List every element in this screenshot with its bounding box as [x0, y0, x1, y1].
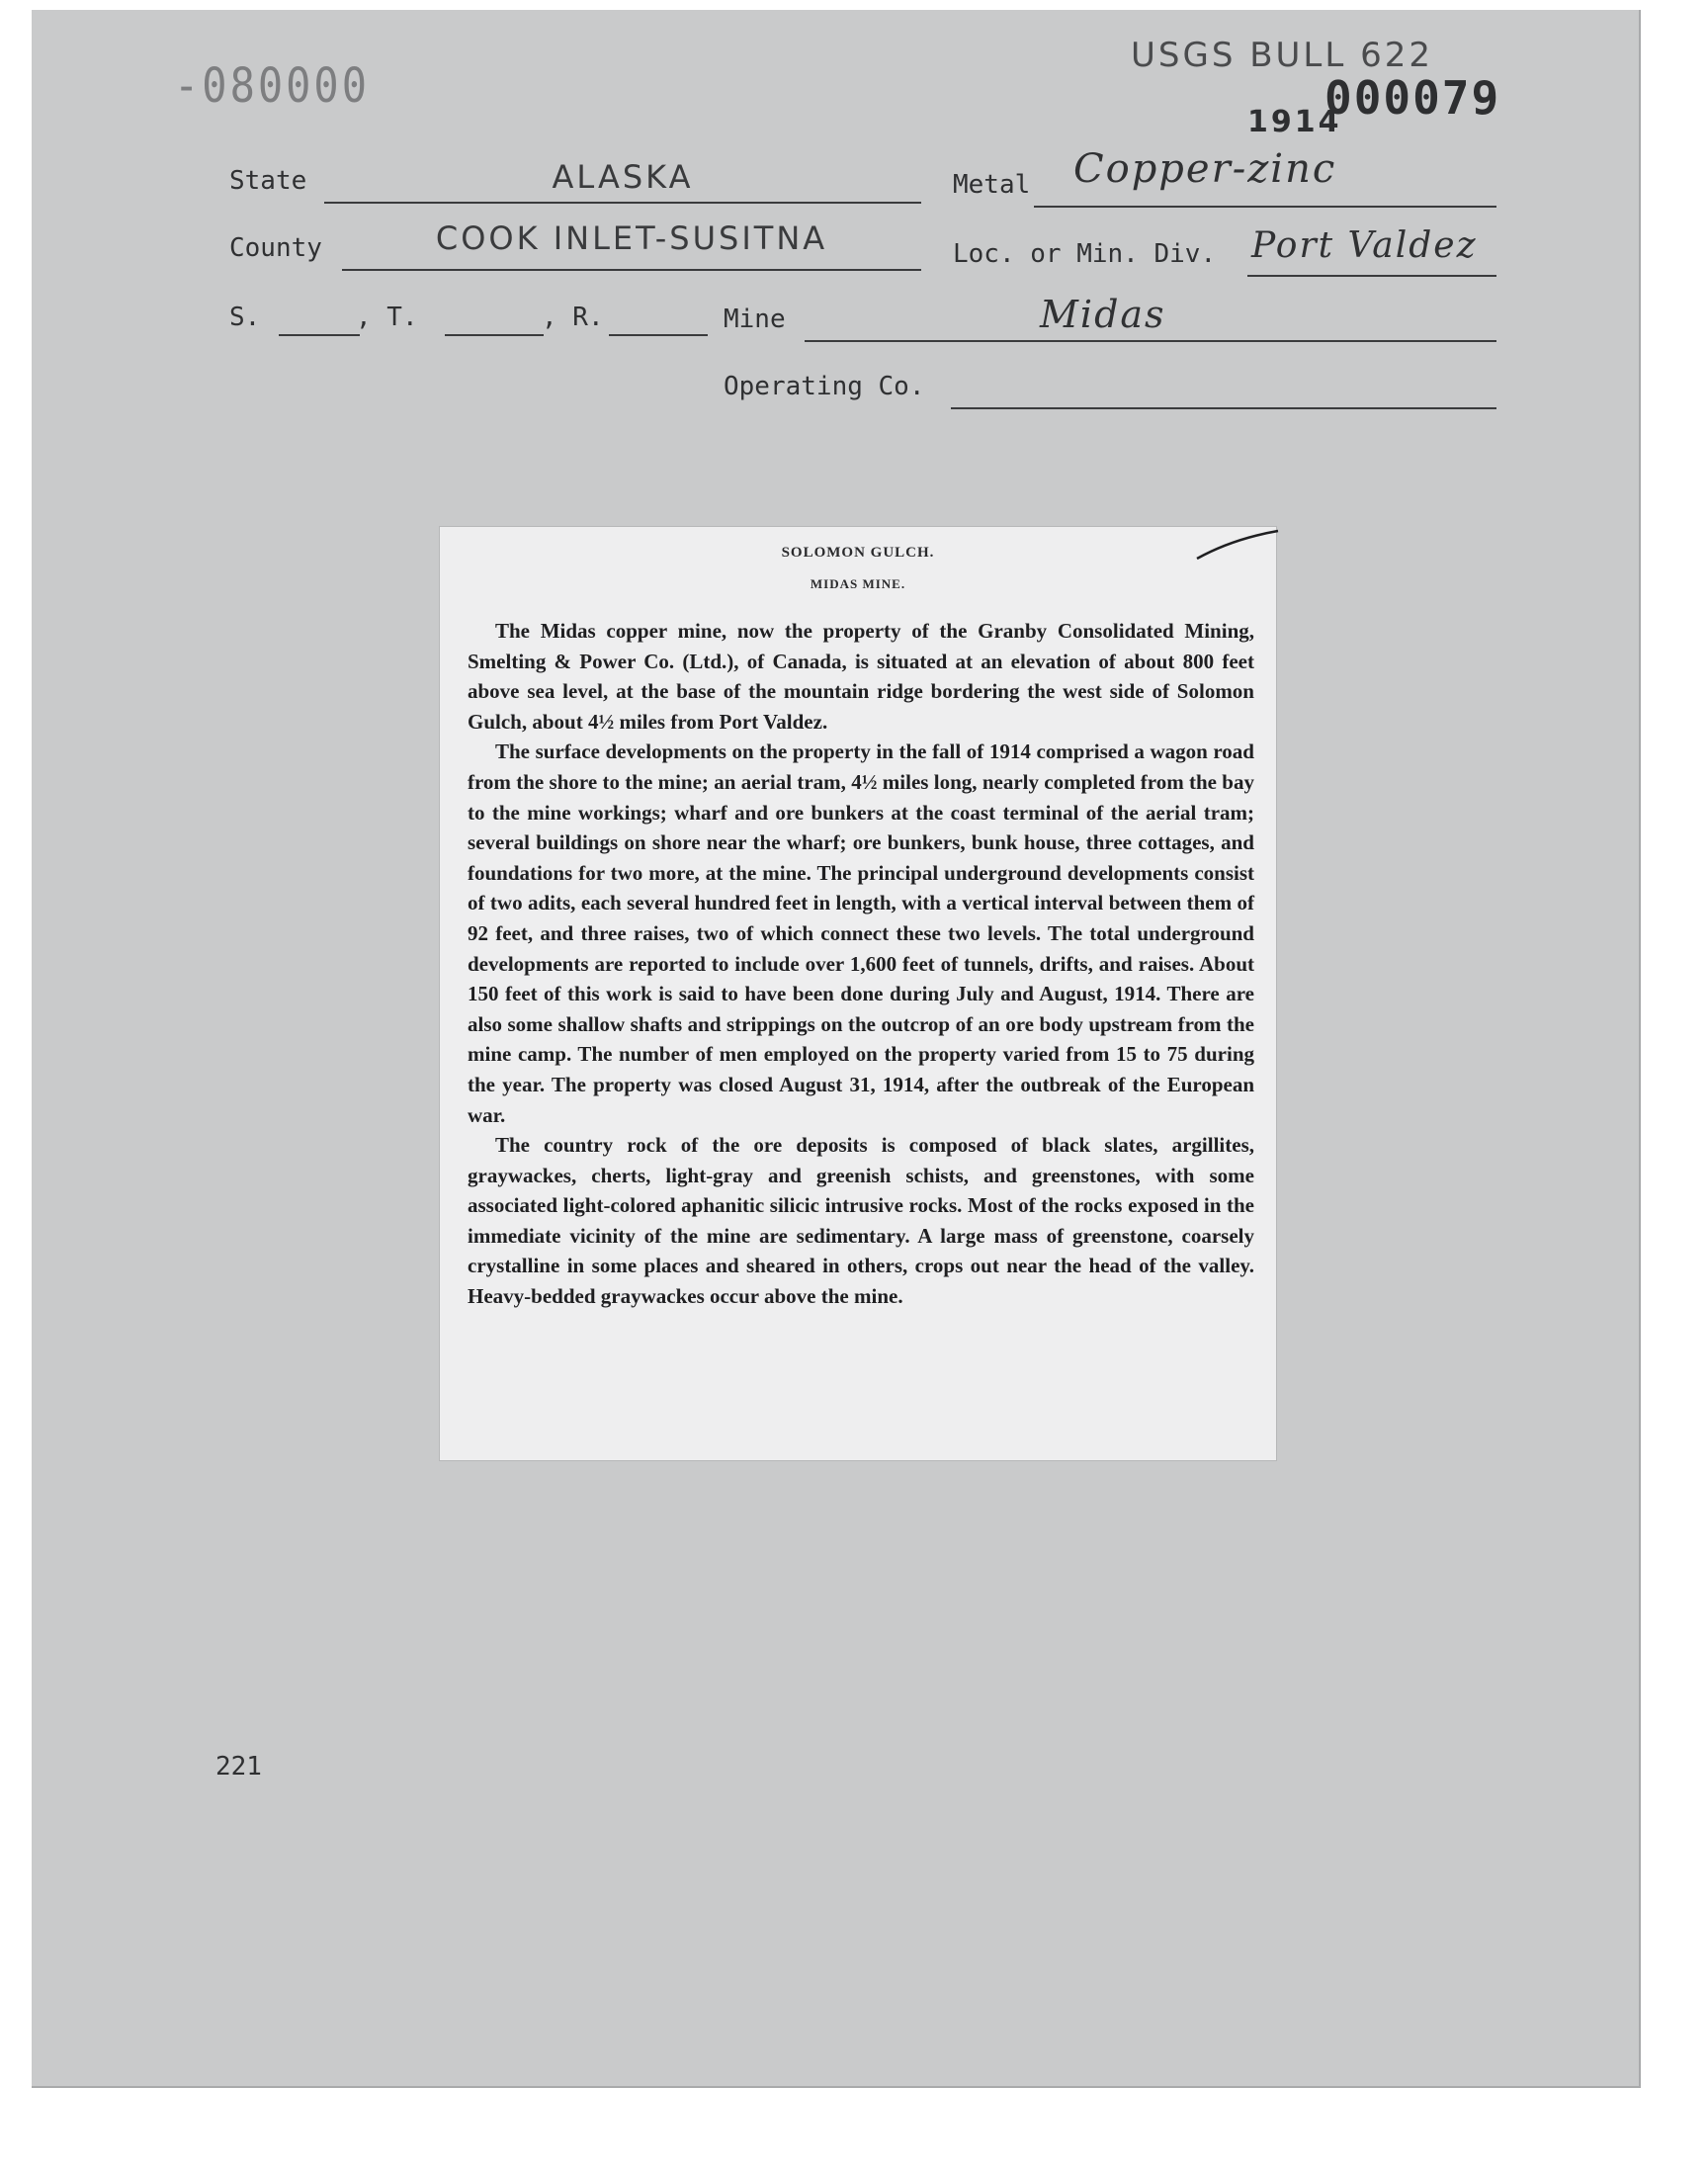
state-label: State — [229, 166, 307, 196]
article-paragraph: The surface developments on the property in the fall of 1914 comprised a wagon road from the shore to the mine; an aerial tram, 4½ miles long, nearly completed from the bay to the mine workings; wharf and ore bunkers at the coast terminal of the aerial tram; several buildings on shore near the wharf; ore bunkers, bunk house, three cottages, and foundations for two more, at the mine. The principal underground developments consist of two adits, each several hundred feet in length, with a vertical interval between them of 92 feet, and three raises, two of which connect these two levels. The total underground developments are reported to include over 1,600 feet of tunnels, drifts, and raises. About 150 feet of this work is said to have been done during July and August, 1914. There are also some shallow shafts and strippings on the outcrop of an ore body upstream from the mine camp. The number of men employed on the property varied from 15 to 75 during the year. The property was closed August 31, 1914, after the outbreak of the European war. — [468, 740, 1254, 1127]
township-line — [445, 334, 544, 336]
loc-line — [1247, 275, 1496, 277]
page-number: 221 — [215, 1752, 262, 1782]
county-label: County — [229, 233, 322, 263]
section-line — [279, 334, 360, 336]
county-value: COOK INLET-SUSITNA — [435, 219, 828, 257]
loc-label: Loc. or Min. Div. — [953, 239, 1217, 269]
article-paragraph: The Midas copper mine, now the property of the Granby Consolidated Mining, Smelting & Power Co. (Ltd.), of Canada, is situated at an elevation of about 800 feet above sea level, at the base of the mountain ridge bordering the west side of Solomon Gulch, about 4½ miles from Port Valdez. — [468, 619, 1254, 734]
article-body — [468, 616, 1254, 1312]
year-stamp: 1914 — [1247, 105, 1342, 139]
mine-line — [805, 340, 1496, 342]
article-heading: SOLOMON GULCH. — [781, 545, 935, 561]
usgs-reference-stamp: USGS BULL 622 — [1131, 36, 1434, 75]
range-label: , R. — [542, 303, 604, 332]
serial-stamp-left: -080000 — [174, 57, 371, 114]
range-line — [609, 334, 708, 336]
metal-line — [1034, 206, 1496, 208]
operating-line — [951, 407, 1496, 409]
loc-value: Port Valdez — [1251, 225, 1478, 266]
state-value: ALASKA — [552, 158, 694, 196]
article-subheading: MIDAS MINE. — [810, 576, 906, 591]
metal-label: Metal — [953, 170, 1031, 200]
mine-value: Midas — [1040, 293, 1166, 336]
township-label: , T. — [356, 303, 418, 332]
mine-label: Mine — [724, 304, 786, 334]
state-line — [324, 202, 921, 204]
article-clipping — [439, 526, 1277, 1461]
serial-stamp-right: 000079 — [1324, 71, 1501, 125]
section-label: S. — [229, 303, 261, 332]
article-paragraph: The country rock of the ore deposits is composed of black slates, argillites, graywackes, cherts, light-gray and greenish schists, and greenstones, with some associated light-colored aphanitic silicic intrusive rocks. Most of the rocks exposed in the immediate vicinity of the mine are sedimentary. A large mass of greenstone, coarsely crystalline in some places and sheared in others, crops out near the head of the valley. Heavy-bedded graywackes occur above the mine. — [468, 1133, 1254, 1309]
operating-label: Operating Co. — [724, 372, 925, 401]
metal-value: Copper-zinc — [1073, 146, 1337, 192]
county-line — [342, 269, 921, 271]
